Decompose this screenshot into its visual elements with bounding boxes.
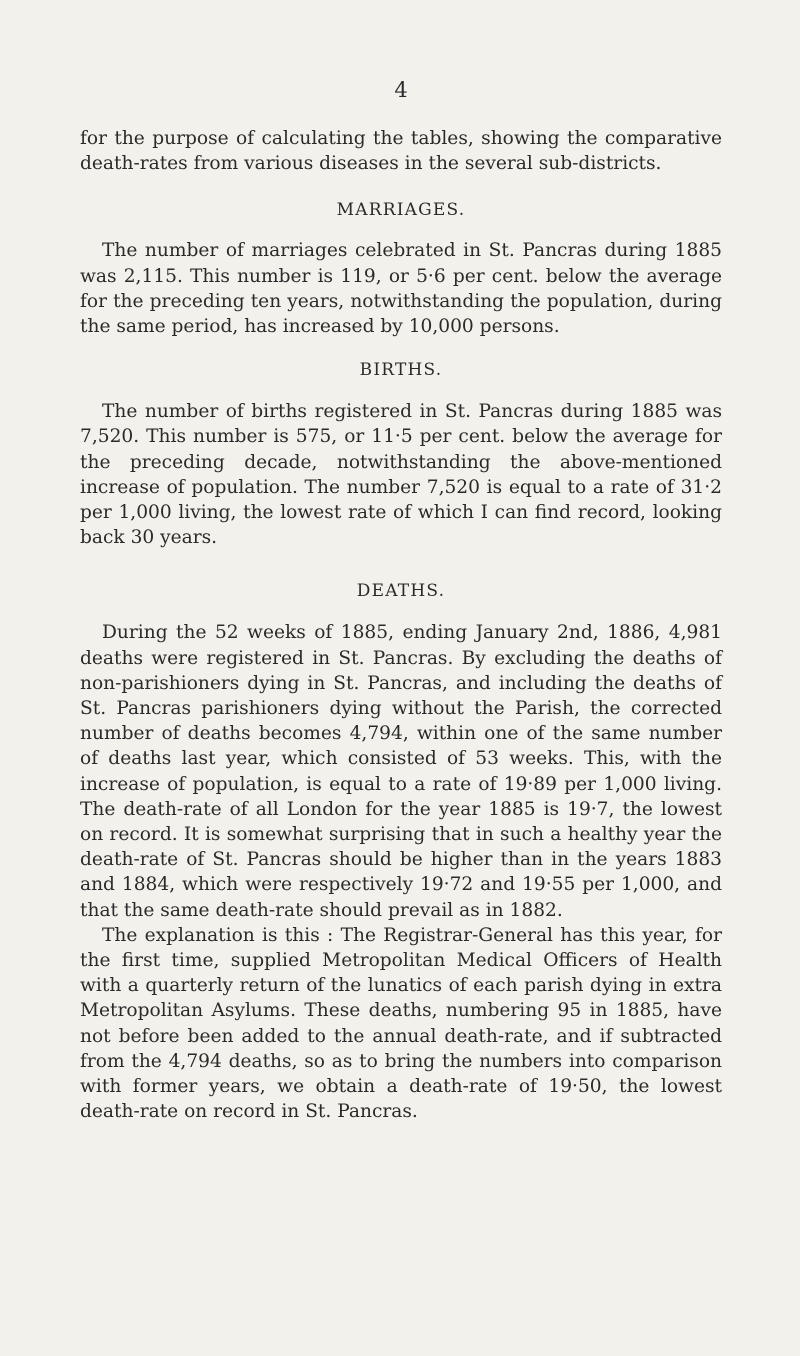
marriages-paragraph: The number of marriages celebrated in St. Pancras during 1885 was 2,115. This number is 119, or 5·6 per cent. below the average for the preceding ten years, notwithstanding the population, during the same period, has increased by 10,000 persons. <box>80 240 722 338</box>
intro-paragraph: for the purpose of calculating the tables, showing the comparative death-rates from various diseases in the several sub-districts. <box>80 128 722 175</box>
document-page <box>80 78 722 1125</box>
deaths-explanation-paragraph: The explanation is this : The Registrar-General has this year, for the first time, supplied Metropolitan Medical Officers of Health with a quarterly return of the lunatics of each parish dying in extra Metropolitan Asylums. These deaths, numbering 95 in 1885, have not before been added to the annual death-rate, and if subtracted from the 4,794 deaths, so as to bring the numbers into comparison with former years, we obtain a death-rate of 19·50, the lowest death-rate on record in St. Pancras. <box>80 924 722 1123</box>
marriages-heading: MARRIAGES. <box>336 200 466 221</box>
deaths-heading: DEATHS. <box>356 581 446 602</box>
births-paragraph: The number of births registered in St. Pancras during 1885 was 7,520. This number is 575, or 11·5 per cent. below the average for the preceding decade, notwithstanding the above-mentioned increase of population. The number 7,520 is equal to a rate of 31·2 per 1,000 living, the lowest rate of which I can find record, looking back 30 years. <box>80 401 722 549</box>
page-number: 4 <box>394 78 408 102</box>
deaths-paragraph: During the 52 weeks of 1885, ending January 2nd, 1886, 4,981 deaths were registered in St. Pancras. By excluding the deaths of non-parishioners dying in St. Pancras, and including the deaths of St. Pancras parishioners dying without the Parish, the corrected number of deaths becomes 4,794, within one of the same number of deaths last year, which consisted of 53 weeks. This, with the increase of population, is equal to a rate of 19·89 per 1,000 living. The death-rate of all London for the year 1885 is 19·7, the lowest on record. It is somewhat surprising that in such a healthy year the death-rate of St. Pancras should be higher than in the years 1883 and 1884, which were respectively 19·72 and 19·55 per 1,000, and that the same death-rate should prevail as in 1882. <box>80 622 722 921</box>
births-heading: BIRTHS. <box>359 360 443 381</box>
